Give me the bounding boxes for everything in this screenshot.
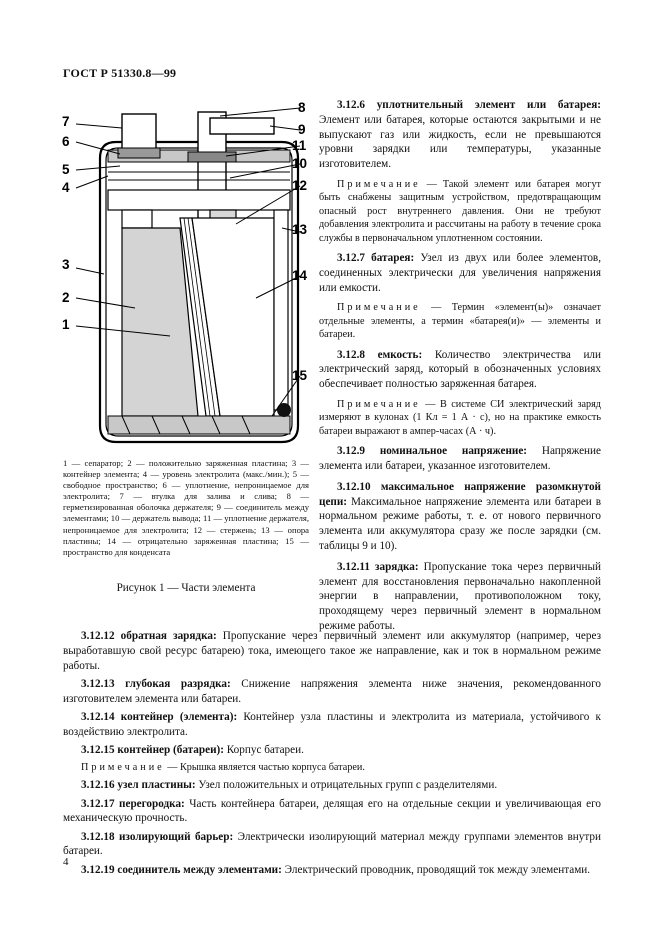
figure-label-12: 12 — [292, 178, 308, 193]
note-3-12-6: Примечание — Такой элемент или батарея могут быть снабжены защитным устройством, предотвращающим опасный рост внутреннего давления. Они не требуют добавления электролита и рассчитаны на работу в течение срока службы в первоначальном уплотненном состоянии. — [319, 178, 601, 244]
definition-3-12-7: 3.12.7 батарея: Узел из двух или более элементов, соединенных электрически для увеличения напряжения или емкости. — [319, 252, 601, 294]
figure-label-11: 11 — [292, 138, 307, 153]
page-number: 4 — [63, 856, 69, 868]
note-3-12-15: Примечание — Крышка является частью корпуса батареи. — [81, 762, 365, 774]
definition-3-12-15: 3.12.15 контейнер (батареи): Корпус батареи. — [81, 744, 304, 757]
figure-label-4: 4 — [62, 180, 70, 195]
filler-plug — [122, 114, 156, 152]
definition-3-12-13: 3.12.13 глубокая разрядка: Снижение напряжения элемента ниже значения, рекомендованного изготовителем элемента или батареи. — [63, 677, 601, 705]
cell-drawing — [60, 98, 310, 450]
cell-diagram — [60, 98, 310, 450]
figure-label-6: 6 — [62, 134, 70, 149]
figure-label-14: 14 — [292, 268, 308, 283]
figure-label-2: 2 — [62, 290, 70, 305]
definition-3-12-12: 3.12.12 обратная зарядка: Пропускание через первичный элемент или аккумулятор (например, через выработавшую свой ресурс батарею) тока, имеющего такое же направление, как и ток в нормальном режиме работы. — [63, 630, 601, 672]
definition-3-12-14: 3.12.14 контейнер (элемента): Контейнер узла пластины и электролита из материала, устойчивого к воздействию электролита. — [63, 710, 601, 738]
definition-3-12-6: 3.12.6 уплотнительный элемент или батарея: Элемент или батарея, которые остаются закрытыми и не выпускают газ или жидкость, если не превышаются уровни зарядки или температуры, указанные изготовителем. — [319, 99, 601, 171]
figure-label-10: 10 — [292, 156, 308, 171]
figure-label-5: 5 — [62, 162, 70, 177]
definition-3-12-8: 3.12.8 емкость: Количество электричества или электрический заряд, который в обозначенных условиях обеспечивает полностью заряженная батарея. — [319, 348, 601, 391]
definition-3-12-9: 3.12.9 номинальное напряжение: Напряжение элемента или батареи, указанное изготовителем. — [319, 445, 601, 473]
note-3-12-7: Примечание — Термин «элемент(ы)» означает отдельные элементы, а термин «батарея(и)» — элементы и батареи. — [319, 302, 601, 341]
figure-title: Рисунок 1 — Части элемента — [116, 582, 256, 594]
definition-3-12-17: 3.12.17 перегородка: Часть контейнера батареи, делящая его на отдельные секции и увеличивающая его механическую прочность. — [63, 797, 602, 825]
note-3-12-8: Примечание — В системе СИ электрический заряд измеряют в кулонах (1 Кл = 1 А · с), но на практике емкость батареи выражают в ампер-часах (А · ч). — [319, 399, 601, 437]
inter-cell-connector — [210, 118, 274, 134]
definition-3-12-11: 3.12.11 зарядка: Пропускание тока через первичный элемент для восстановления первоначально накопленной энергии в направлении, противоположном току, проходящему через первичный элемент в нормальном режиме работы. — [319, 560, 601, 632]
figure-label-8: 8 — [298, 100, 306, 115]
figure-legend: 1 — сепаратор; 2 — положительно заряженная пластина; 3 — контейнер элемента; 4 — уровень электролита (макс./мин.); 5 — свободное пространство; 6 — уплотнение, непроницаемое для электролита; 7 — втулка для залива и слива; 8 — герметизированная оболочка держателя; 9 — соединитель между элементами; 10 — держатель вывода; 11 — уплотнение держателя, непроницаемое для электролита; 12 — стержень; 13 — опора пластины; 14 — отрицательно заряженная пластина; 15 — пространство для конденсата — [63, 458, 309, 557]
figure-label-15: 15 — [292, 368, 308, 383]
figure-label-9: 9 — [298, 122, 306, 137]
figure-label-1: 1 — [62, 317, 70, 332]
figure-label-13: 13 — [292, 222, 308, 237]
right-column — [319, 98, 601, 640]
definition-3-12-18: 3.12.18 изолирующий барьер: Электрически изолирующий материал между группами элементов внутри батареи. — [63, 830, 601, 858]
definition-3-12-10: 3.12.10 максимальное напряжение разомкнутой цепи: Максимальное напряжение элемента или батареи в нормальном режиме работы, т. е. от нового первичного элемента или аккумулятора сразу же после зарядки (см. таблицы 9 и 10). — [319, 480, 601, 553]
definition-3-12-19: 3.12.19 соединитель между элементами: Электрический проводник, проводящий ток между элементами. — [81, 863, 591, 876]
document-header: ГОСТ Р 51330.8—99 — [63, 66, 177, 80]
definition-3-12-16: 3.12.16 узел пластины: Узел положительных и отрицательных групп с разделителями. — [81, 779, 498, 792]
full-width-section — [63, 629, 601, 881]
figure-label-7: 7 — [62, 114, 70, 129]
figure-label-3: 3 — [62, 257, 70, 272]
